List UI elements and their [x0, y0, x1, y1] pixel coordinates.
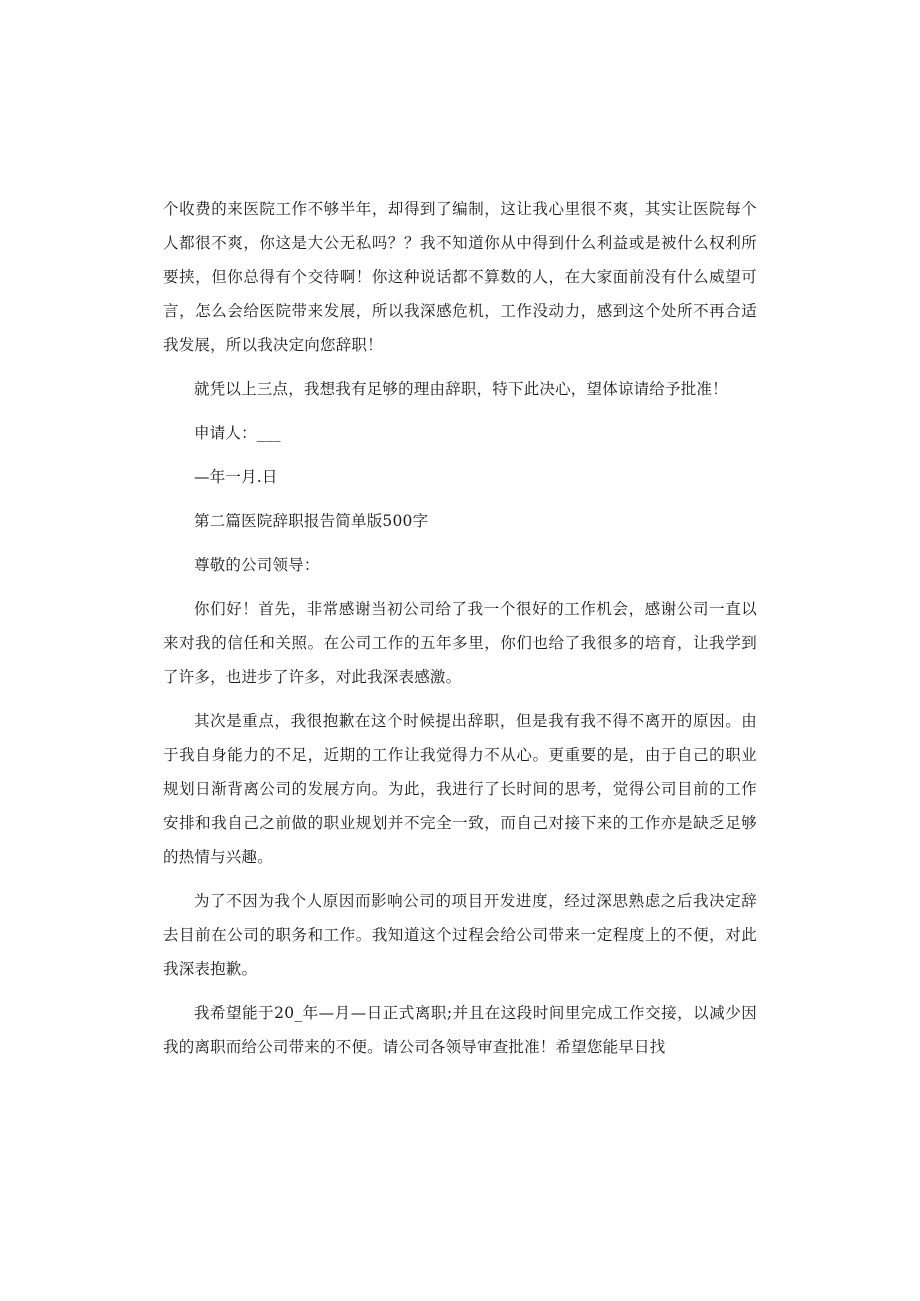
section-title: 第二篇医院辞职报告简单版500字	[194, 512, 429, 530]
paragraph-greeting: 你们好！首先，非常感谢当初公司给了我一个很好的工作机会，感谢公司一直以来对我的信任和关照。在公司工作的五年多里，你们也给了我很多的培育，让我学到了许多，也进步了许多，对此我深表感激。	[163, 600, 757, 686]
paragraph-handover: 我希望能于20_年—月—日正式离职;并且在这段时间里完成工作交接，以减少因我的离职而给公司带来的不便。请公司各领导审查批准！希望您能早日找	[163, 1004, 757, 1056]
paragraph-resolution: 就凭以上三点，我想我有足够的理由辞职，特下此决心，望体谅请给予批准！	[194, 380, 728, 398]
applicant-line: 申请人：___	[194, 424, 281, 442]
salutation: 尊敬的公司领导：	[194, 556, 320, 574]
date-line: —年一月.日	[194, 468, 278, 486]
paragraph-decision: 为了不因为我个人原因而影响公司的项目开发进度，经过深思熟虑之后我决定辞去目前在公司的职务和工作。我知道这个过程会给公司带来一定程度上的不便，对此我深表抱歉。	[163, 892, 757, 978]
document-body	[163, 192, 757, 1064]
paragraph-continuation: 个收费的来医院工作不够半年，却得到了编制，这让我心里很不爽，其实让医院每个人都很不爽，你这是大公无私吗？？我不知道你从中得到什么利益或是被什么权利所要挟，但你总得有个交待啊！你这种说话都不算数的人，在大家面前没有什么威望可言，怎么会给医院带来发展，所以我深感危机，工作没动力，感到这个处所不再合适我发展，所以我决定向您辞职！	[163, 200, 757, 354]
paragraph-reason: 其次是重点，我很抱歉在这个时候提出辞职，但是我有我不得不离开的原因。由于我自身能力的不足，近期的工作让我觉得力不从心。更重要的是，由于自己的职业规划日渐背离公司的发展方向。为此，我进行了长时间的思考，觉得公司目前的工作安排和我自己之前做的职业规划并不完全一致，而自己对接下来的工作亦是缺乏足够的热情与兴趣。	[163, 712, 757, 866]
